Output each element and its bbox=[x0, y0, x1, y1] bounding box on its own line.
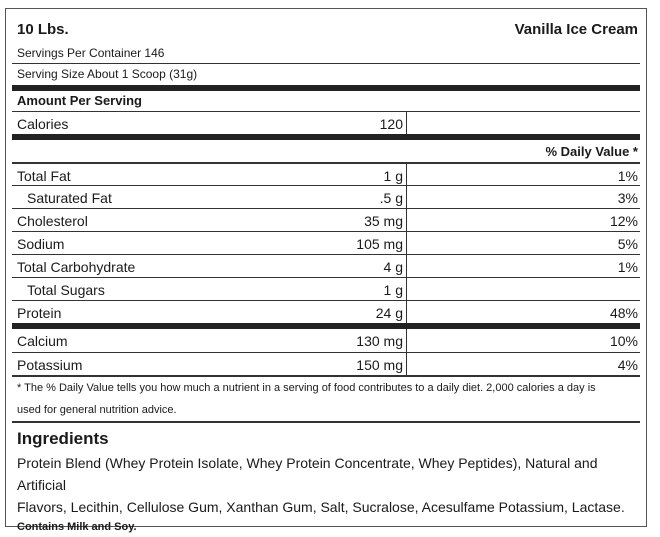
column-divider bbox=[406, 209, 407, 231]
footnote-line: used for general nutrition advice. bbox=[17, 404, 177, 416]
nutrient-amount: 24 g bbox=[375, 305, 403, 321]
table-row bbox=[12, 329, 640, 352]
column-divider bbox=[406, 164, 407, 185]
nutrient-daily-value: 12% bbox=[609, 213, 638, 229]
column-divider bbox=[406, 112, 407, 134]
serving-size: Serving Size About 1 Scoop (31g) bbox=[12, 63, 640, 85]
nutrient-amount: 35 mg bbox=[364, 213, 403, 229]
footnote-line: * The % Daily Value tells you how much a nutrient in a serving of food contributes to a daily diet. 2,000 calories a day is bbox=[17, 382, 596, 394]
allergen-statement: Contains Milk and Soy. bbox=[17, 521, 137, 533]
column-divider bbox=[406, 301, 407, 323]
calories-row bbox=[12, 111, 640, 134]
daily-value-header: % Daily Value * bbox=[545, 144, 638, 159]
column-divider bbox=[406, 232, 407, 254]
nutrient-daily-value: 1% bbox=[617, 259, 638, 275]
nutrient-daily-value: 1% bbox=[617, 168, 638, 184]
nutrient-name: Saturated Fat bbox=[27, 190, 112, 206]
nutrient-amount: 1 g bbox=[383, 282, 403, 298]
daily-value-footnote bbox=[12, 377, 640, 421]
nutrient-amount: 105 mg bbox=[356, 236, 403, 252]
nutrient-name: Total Fat bbox=[17, 168, 71, 184]
table-row bbox=[12, 208, 640, 231]
nutrient-daily-value: 48% bbox=[609, 305, 638, 321]
column-divider bbox=[406, 353, 407, 375]
nutrient-name: Sodium bbox=[17, 236, 65, 252]
nutrient-daily-value: 5% bbox=[617, 236, 638, 252]
nutrition-table bbox=[12, 9, 640, 533]
mineral-daily-value: 4% bbox=[617, 357, 638, 373]
servings-per-container: Servings Per Container 146 bbox=[17, 46, 165, 60]
mineral-amount: 130 mg bbox=[356, 333, 403, 349]
table-row bbox=[12, 277, 640, 300]
table-row bbox=[12, 352, 640, 375]
column-divider bbox=[406, 329, 407, 352]
nutrient-amount: 1 g bbox=[383, 168, 403, 184]
nutrient-name: Cholesterol bbox=[17, 213, 88, 229]
daily-value-header-row bbox=[12, 140, 640, 162]
table-row bbox=[12, 162, 640, 185]
nutrition-facts-panel bbox=[5, 8, 647, 533]
nutrient-amount: .5 g bbox=[379, 190, 403, 206]
calories-value: 120 bbox=[379, 116, 403, 132]
label-header bbox=[12, 9, 640, 43]
product-flavor: Vanilla Ice Cream bbox=[514, 21, 638, 38]
mineral-amount: 150 mg bbox=[356, 357, 403, 373]
nutrient-name: Protein bbox=[17, 305, 62, 321]
mineral-name: Potassium bbox=[17, 357, 83, 373]
amount-per-serving: Amount Per Serving bbox=[17, 93, 142, 108]
ingredients-line: Protein Blend (Whey Protein Isolate, Whey Protein Concentrate, Whey Peptides), Natural and Artificial bbox=[17, 455, 598, 493]
table-row bbox=[12, 231, 640, 254]
nutrient-daily-value: 3% bbox=[617, 190, 638, 206]
ingredients-title: Ingredients bbox=[17, 429, 109, 448]
table-row bbox=[12, 254, 640, 277]
mineral-daily-value: 10% bbox=[609, 333, 638, 349]
product-weight: 10 Lbs. bbox=[17, 21, 69, 38]
nutrient-amount: 4 g bbox=[383, 259, 403, 275]
ingredients-line: Flavors, Lecithin, Cellulose Gum, Xanthan Gum, Salt, Sucralose, Acesulfame Potassium, Lactase. bbox=[17, 499, 625, 515]
column-divider bbox=[406, 186, 407, 208]
nutrient-name: Total Carbohydrate bbox=[17, 259, 136, 275]
table-row bbox=[12, 185, 640, 208]
column-divider bbox=[406, 255, 407, 277]
column-divider bbox=[406, 278, 407, 300]
mineral-name: Calcium bbox=[17, 333, 68, 349]
table-row bbox=[12, 300, 640, 323]
calories-label: Calories bbox=[17, 116, 69, 132]
nutrient-name: Total Sugars bbox=[27, 282, 105, 298]
ingredients-list bbox=[12, 452, 640, 518]
